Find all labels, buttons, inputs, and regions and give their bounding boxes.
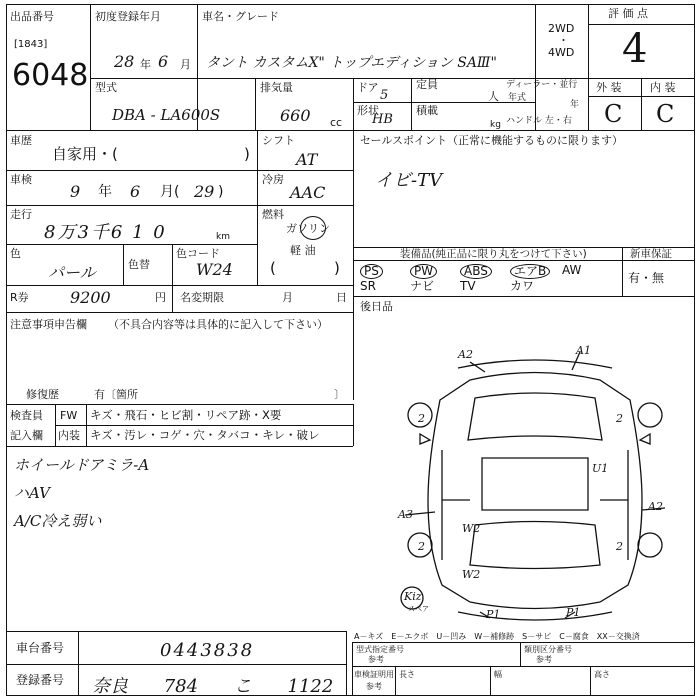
divider [353,78,354,130]
color-change-label: 色替 [128,258,150,271]
divider [90,78,535,79]
insp-day: 29 [194,182,215,201]
mileage-value: 8万3千6 1 0 [44,222,167,243]
divider [6,170,353,171]
divider [255,78,256,130]
divider [490,666,491,696]
damage-mark: A2 [458,348,473,361]
interior-value: C [656,100,675,128]
divider [353,404,354,446]
fuel-paren-close: ) [334,259,340,277]
first-reg-label: 初度登録年月 [95,10,161,23]
damage-mark: A2 [648,500,663,513]
color-value: パール [48,263,96,282]
damage-mark: Kiz [404,590,422,603]
car-name-label: 車名・グレード [202,10,279,23]
chassis-label: 車台番号 [16,641,65,655]
divider [535,4,536,130]
sales-value: イビ-TV [375,170,443,191]
year-unit: 年 [140,58,151,71]
divider [6,404,353,405]
after-label: 後日品 [360,300,393,313]
first-reg-month: 6 [158,52,169,71]
damage-mark: P1 [486,608,501,621]
car-name-value: タント カスタムX" トップエディション SAⅢ" [206,55,497,71]
insp-month: 6 [130,182,141,201]
displacement-value: 660 [280,106,311,125]
equipment-item: ABS [460,264,492,279]
door-value: 5 [380,88,389,103]
ac-value: AAC [290,183,326,202]
divider [588,4,589,130]
class-ref: 参考 [536,655,552,664]
grade-value: 4 [622,26,648,72]
legend-text: A－キズ E－エクボ U－凹み W－補修跡 S－サビ C－腐食 XX－交換済 [354,632,640,641]
divider [6,244,257,245]
drive-4wd: 4WD [548,46,575,59]
damage-mark: U1 [592,462,609,475]
divider [535,78,695,79]
month-unit: 月 [180,58,191,71]
first-reg-year: 28 [114,52,135,71]
note-line-1: ホイールドアミラ-A [14,456,150,474]
divider [90,4,91,130]
note-line-3: A/C冷え弱い [14,512,102,530]
fuel-label: 燃料 [262,208,284,221]
fw-text: キズ・飛石・ヒビ割・リペア跡・X要 [90,408,282,422]
car-condition-diagram [380,340,690,640]
notes-label: 注意事項申告欄 [10,318,87,331]
vehicle-cert-ref: 参考 [366,682,382,691]
model-value: DBA - LA600S [112,106,221,124]
divider [590,666,591,696]
damage-mark: 2 [418,540,425,553]
fuel-gas: ガソリン [286,222,330,235]
equipment-item: エアB [510,264,550,279]
exterior-label: 外 装 [596,81,622,94]
load-unit: kg [490,120,501,130]
inspector-label-2: 記入欄 [10,429,43,442]
mileage-unit: km [216,232,230,242]
divider [78,631,79,696]
handle-label: ハンドル 左・右 [506,116,572,126]
mileage-label: 走行 [10,208,32,221]
shape-label: 形状 [357,104,379,117]
r-label: R券 [10,291,29,304]
notes-hint: （不具合内容等は具体的に記入して下さい） [108,318,328,331]
equipment-item: PW [410,264,437,279]
insp-day-unit: ) [218,184,224,200]
divider [123,244,124,285]
divider [6,312,353,313]
reg-value: 奈良 784 こ 1122 [92,676,334,697]
damage-mark: W2 [462,568,481,581]
lot-sub: [1843] [14,39,48,50]
model-cert-label: 型式指定番号 [356,645,404,654]
shift-label: シフト [262,134,295,147]
divider [6,285,353,286]
year-unit-label: 年 [570,100,580,110]
vehicle-cert-label: 車検証明用 [354,670,394,679]
door-label: ドア [357,81,379,94]
repair-label: 修復歴 [26,388,59,401]
inspection-label: 車検 [10,173,32,186]
insp-month-unit: 月( [160,184,180,200]
dealer-label: ディーラー・並行 [506,80,578,90]
equipment-item: TV [460,279,476,293]
chassis-value: 0443838 [160,640,255,661]
repair-close: 〕 [334,388,345,401]
class-label: 類別区分番号 [524,645,572,654]
history-close: ) [244,145,250,163]
length-label: 長さ [399,670,415,679]
equipment-item: PS [360,264,383,279]
divider [172,244,173,312]
displacement-label: 排気量 [260,81,293,94]
fuel-paren-open: ( [270,259,276,277]
color-code-value: W24 [196,260,233,279]
divider [622,247,623,296]
capacity-unit: 人 [488,90,499,103]
history-label: 車歴 [10,134,32,147]
reg-label: 登録番号 [16,673,65,687]
divider [411,78,412,130]
equipment-item: カワ [510,279,535,293]
equipment-item: ナビ [410,279,435,293]
new-car-label: 新車保証 [630,248,672,260]
divider [257,205,353,206]
lot-number: 6048 [12,58,89,93]
name-change-day: 日 [336,291,347,304]
damage-mark: 2 [418,412,425,425]
model-cert-ref: 参考 [368,655,384,664]
name-change-label: 名変期限 [180,291,224,304]
sales-label: セールスポイント（正常に機能するものに限ります） [360,134,624,147]
equipment-item: AW [562,263,582,277]
divider [588,24,695,25]
drive-dot: ・ [558,34,569,47]
divider [6,205,257,206]
note-line-2: ハAV [14,484,50,502]
color-code-label: 色コード [176,247,220,260]
grade-label: 評 価 点 [608,7,648,20]
r-unit: 円 [155,291,166,304]
name-change-month: 月 [282,291,293,304]
r-value: 9200 [70,288,111,307]
interior-text: キズ・汚レ・コゲ・穴・タバコ・キレ・破レ [90,428,320,442]
listing-label: 出品番号 [10,10,54,23]
divider [352,666,695,667]
fuel-diesel: 軽 油 [290,244,316,257]
divider [346,631,347,696]
interior-label: 内装 [58,429,80,442]
ac-label: 冷房 [262,173,284,186]
damage-mark: W2 [462,522,481,535]
divider [6,631,346,632]
inspector-label-1: 検査員 [10,409,43,422]
equipment-item: SR [360,279,376,293]
history-value: 自家用・( [52,145,118,163]
year-label: 年式 [508,93,527,103]
damage-mark: 2 [616,540,623,553]
damage-mark: A1 [576,344,591,357]
width-label: 幅 [494,670,502,679]
divider [353,296,695,297]
damage-mark: 2 [616,412,623,425]
divider [641,78,642,130]
repair-value: 有〔箇所 [94,388,138,401]
insp-year-unit: 年 [98,184,112,200]
divider [353,130,354,400]
exterior-value: C [604,100,623,128]
divider [6,446,353,447]
interior-label: 内 装 [650,81,676,94]
divider [257,130,258,285]
load-label: 積載 [416,104,438,117]
divider [395,666,396,696]
spare-note: スペア [408,605,429,613]
divider [6,130,695,131]
fw-label: FW [60,409,78,422]
capacity-label: 定員 [416,78,438,91]
divider [6,664,346,665]
shift-value: AT [296,150,318,169]
divider [520,642,521,666]
divider [55,425,353,426]
new-car-value: 有・無 [628,271,665,285]
displacement-unit: cc [330,116,343,129]
color-label: 色 [10,247,21,260]
equipment-label: 装備品(純正品に限り丸をつけて下さい) [400,248,587,260]
shape-value: HB [372,112,393,127]
drive-2wd: 2WD [548,22,575,35]
damage-mark: A3 [398,508,413,521]
model-label: 型式 [95,81,117,94]
damage-mark: P1 [566,606,581,619]
height-label: 高さ [594,670,610,679]
insp-year: 9 [70,182,81,201]
fuel-circle-mark [300,216,326,240]
